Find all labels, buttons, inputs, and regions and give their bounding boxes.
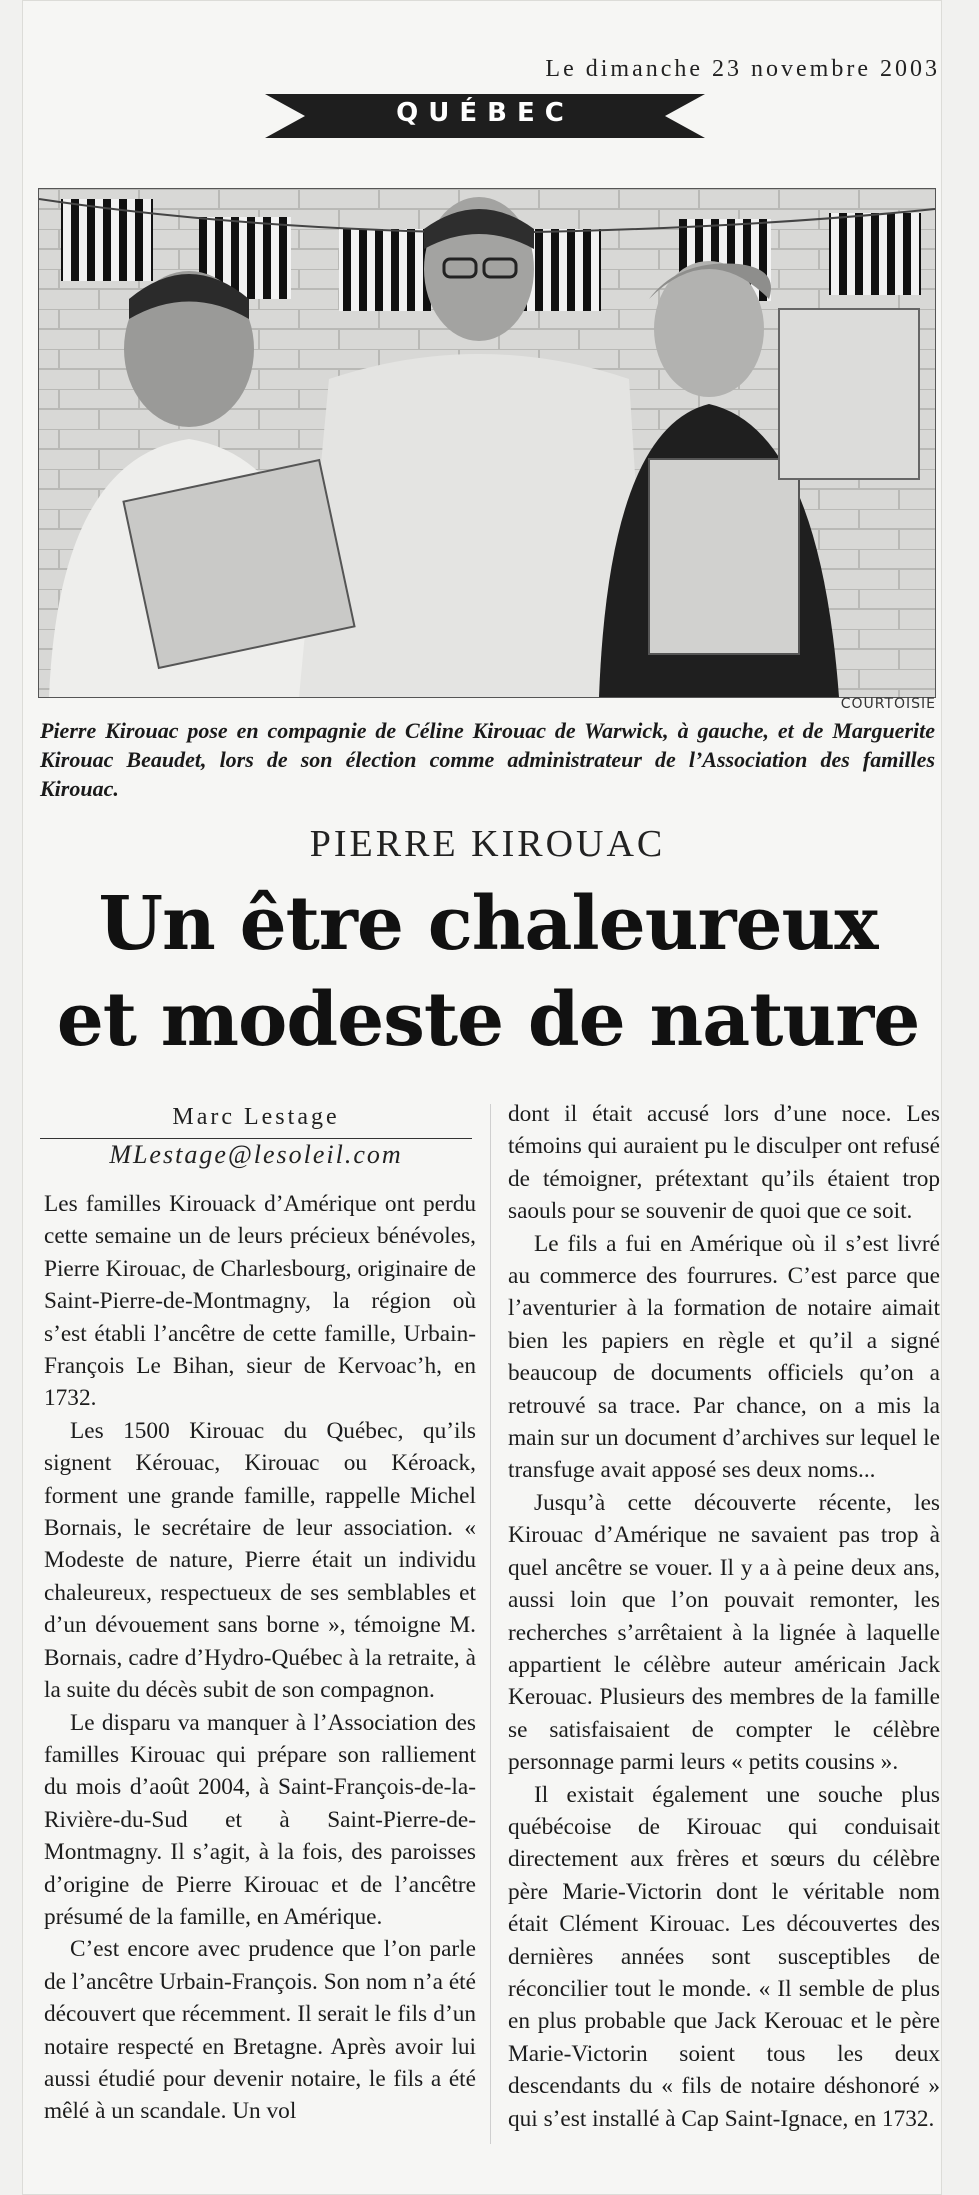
column-divider: [490, 1104, 491, 2144]
article-photo: [38, 188, 936, 698]
article-column-right: [508, 1098, 940, 2135]
photo-caption: Pierre Kirouac pose en compagnie de Céline Kirouac de Warwick, à gauche, et de Marguerite Kirouac Beaudet, lors de son élection comme administrateur de l’Association des familles Kirouac.: [40, 718, 935, 801]
paragraph: Les familles Kirouack d’Amérique ont perdu cette semaine un de leurs précieux bénévoles, Pierre Kirouac, de Charlesbourg, originaire de Saint-Pierre-de-Montmagny, la région où s’est établi l’ancêtre de cette famille, Urbain-François Le Bihan, sieur de Kervoac’h, en 1732.: [44, 1191, 476, 1412]
byline: Marc Lestage: [172, 1104, 340, 1130]
paragraph: C’est encore avec prudence que l’on parle de l’ancêtre Urbain-François. Son nom n’a été découvert que récemment. Il serait le fils d’un notaire respecté en Bretagne. Après avoir lui aussi étudié pour devenir notaire, le fils a été mêlé à un scandale. Un vol: [44, 1936, 476, 2125]
photo-illustration: [39, 189, 935, 697]
article-column-left: [44, 1188, 476, 2128]
paragraph: Jusqu’à cette découverte récente, les Kirouac d’Amérique ne savaient pas trop à quel ancêtre se vouer. Il y a à peine deux ans, aussi loin que l’on pouvait remonter, les recherches s’arrêtaient à la lignée à laquelle appartient le célèbre auteur américain Jack Kerouac. Plusieurs des membres de la famille se satisfaisaient de compter le célèbre personnage parmi leurs « petits cousins ».: [508, 1489, 940, 1776]
headline-line-2: et modeste de nature: [56, 977, 920, 1063]
article-headline: [28, 876, 948, 1068]
paragraph: Le disparu va manquer à l’Association des familles Kirouac qui prépare son ralliement du mois d’août 2004, à Saint-François-de-la-Rivière-du-Sud et à Saint-Pierre-de-Montmagny. Il s’agit, à la fois, des paroisses d’origine de Pierre Kirouac et de l’ancêtre présumé de la famille, en Amérique.: [44, 1709, 476, 1930]
section-label: QUÉBEC: [396, 98, 574, 128]
section-banner: [265, 92, 705, 140]
dateline: Le dimanche 23 novembre 2003: [545, 56, 940, 82]
author-email: MLestage@lesoleil.com: [109, 1140, 403, 1169]
headline-line-1: Un être chaleureux: [98, 881, 878, 967]
paragraph: Il existait également une souche plus québécoise de Kirouac qui conduisait directement aux frères et sœurs du célèbre père Marie-Victorin dont le véritable nom était Clément Kirouac. Les découvertes des dernières années sont susceptibles de réconcilier tout le monde. « Il semble de plus en plus probable que Jack Kerouac et le père Marie-Victorin soient tous les deux descendants du « fils de notaire déshonoré » qui s’est installé à Cap Saint-Ignace, en 1732.: [508, 1781, 940, 2132]
paragraph: Le fils a fui en Amérique où il s’est livré au commerce des fourrures. C’est parce que l’aventurier à la formation de notaire aimait bien les papiers en règle et qu’il a signé beaucoup de documents officiels qu’on a retrouvé sa trace. Par chance, on a mis la main sur un document d’archives sur lequel le transfuge avait apposé ses deux noms...: [508, 1230, 940, 1484]
article-kicker: PIERRE KIROUAC: [309, 823, 666, 865]
paragraph: dont il était accusé lors d’une noce. Les témoins qui auraient pu le disculper ont refusé de témoigner, prétextant qu’ils étaient trop saouls pour se souvenir de quoi que ce soit.: [508, 1101, 940, 1225]
photo-credit: COURTOISIE: [840, 696, 936, 712]
byline-rule: [40, 1138, 472, 1139]
paragraph: Les 1500 Kirouac du Québec, qu’ils signent Kérouac, Kirouac ou Kéroack, forment une grande famille, rappelle Michel Bornais, le secrétaire de leur association. « Modeste de nature, Pierre était un individu chaleureux, respectueux de ses semblables et d’un dévouement sans borne », témoigne M. Bornais, cadre d’Hydro-Québec à la retraite, à la suite du décès subit de son compagnon.: [44, 1417, 476, 1704]
